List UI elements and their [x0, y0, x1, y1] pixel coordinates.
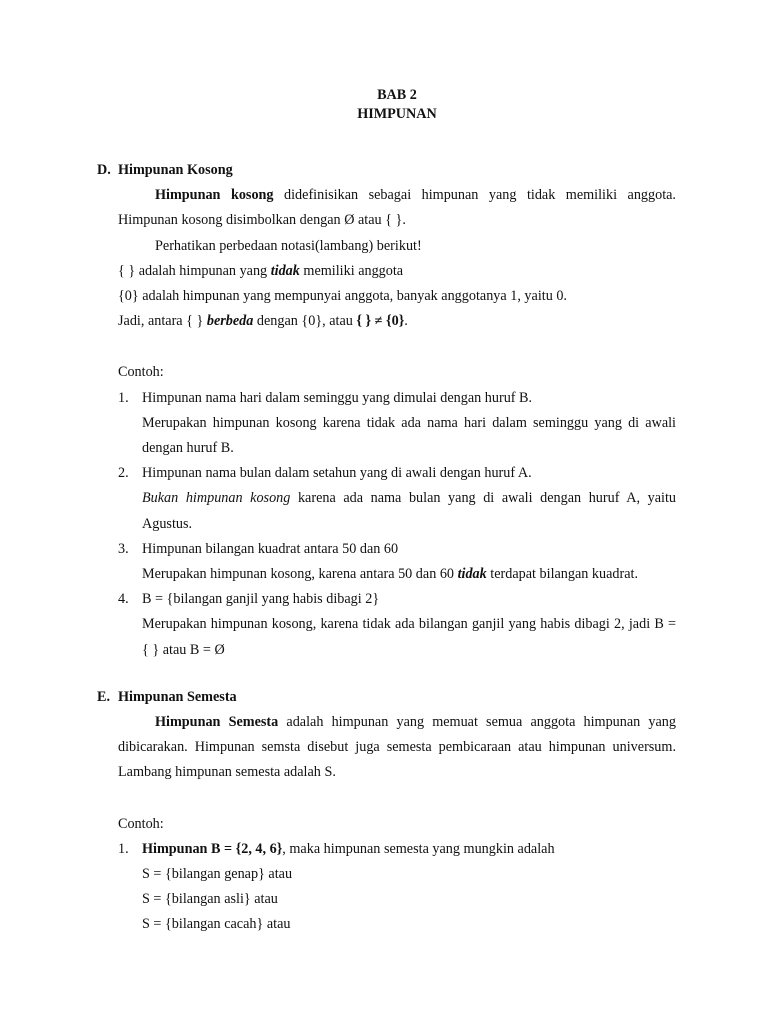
section-e-definition: Himpunan Semesta adalah himpunan yang memuat semua anggota himpunan yang dibicarakan. Himpunan semsta disebut juga semesta pembicaraan atau himpunan universum. Lambang himpunan semesta adalah S.: [118, 714, 676, 781]
section-e-title: Himpunan Semesta: [118, 688, 237, 705]
chapter-title: HIMPUNAN: [357, 106, 437, 122]
section-d-example-list: [118, 386, 676, 663]
list-item: 3. Himpunan bilangan kuadrat antara 50 dan 60 Merupakan himpunan kosong, karena antara 50 dan 60 tidak terdapat bilangan kuadrat.: [118, 540, 639, 583]
section-e-example-label: Contoh:: [118, 815, 164, 832]
section-d-example-label: Contoh:: [118, 364, 164, 381]
list-item: 2. Himpunan nama bulan dalam setahun yang di awali dengan huruf A. Bukan himpunan kosong karena ada nama bulan yang di awali dengan huruf A, yaitu Agustus.: [118, 465, 676, 532]
notation-line-zero: {0} adalah himpunan yang mempunyai anggota, banyak anggotanya 1, yaitu 0.: [118, 288, 567, 305]
section-e-example-list: [118, 837, 676, 938]
term-himpunan-kosong: Himpunan kosong: [155, 187, 274, 204]
section-e-letter: E.: [97, 688, 111, 705]
term-himpunan-semesta: Himpunan Semesta: [155, 714, 279, 731]
section-d-heading: [99, 158, 676, 183]
section-d-note: Perhatikan perbedaan notasi(lambang) berikut!: [155, 237, 422, 254]
semesta-option: S = {bilangan asli} atau: [142, 891, 278, 908]
chapter-number: BAB 2: [377, 87, 417, 103]
semesta-option: S = {bilangan cacah} atau: [142, 916, 291, 933]
notation-line-empty: { } adalah himpunan yang tidak memiliki anggota: [118, 262, 404, 279]
section-d-letter: D.: [97, 162, 111, 178]
section-d-definition: Himpunan kosong didefinisikan sebagai himpunan yang tidak memiliki anggota. Himpunan kosong disimbolkan dengan Ø atau { }.: [118, 187, 676, 229]
section-d-title: Himpunan Kosong: [118, 162, 233, 178]
notation-conclusion: Jadi, antara { } berbeda dengan {0}, atau { } ≠ {0}.: [118, 313, 408, 330]
section-e-heading: [99, 685, 676, 710]
list-item: 1. Himpunan nama hari dalam seminggu yang dimulai dengan huruf B. Merupakan himpunan kosong karena tidak ada nama hari dalam seminggu yang di awali dengan huruf B.: [118, 389, 676, 457]
semesta-option: S = {bilangan genap} atau: [142, 866, 293, 883]
list-item: 4. B = {bilangan ganjil yang habis dibagi 2} Merupakan himpunan kosong, karena tidak ada bilangan ganjil yang habis dibagi 2, jadi B = { } atau B = Ø: [118, 591, 676, 658]
list-item: 1. Himpunan B = {2, 4, 6}, maka himpunan semesta yang mungkin adalah S = {bilangan genap} atau S = {bilangan asli} atau S = {bilangan cacah} atau: [118, 837, 676, 938]
